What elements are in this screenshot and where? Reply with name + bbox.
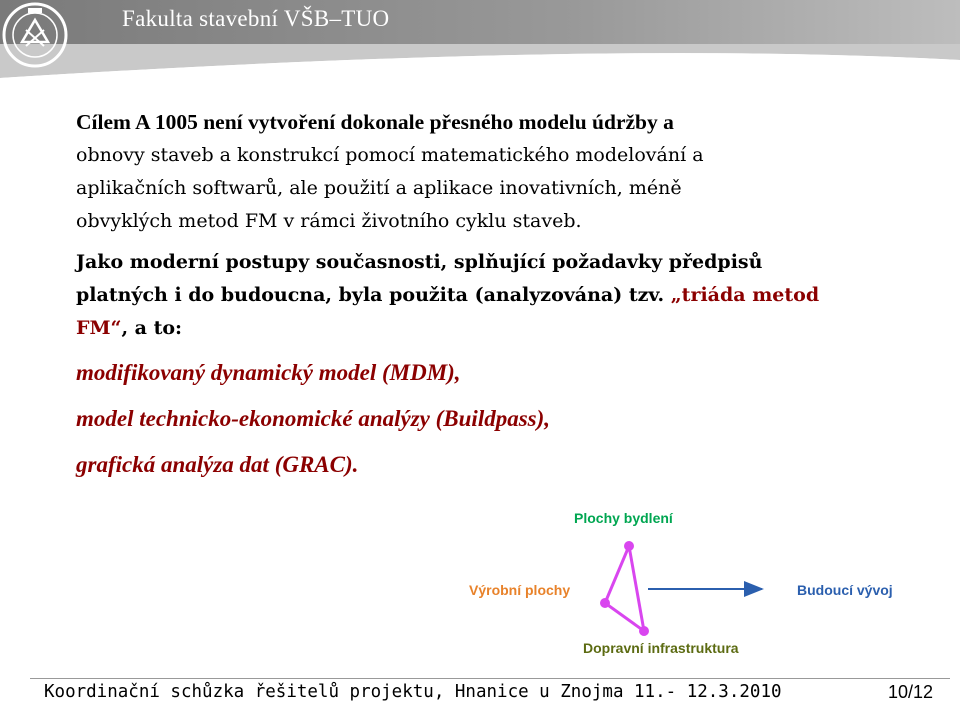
methods-line-3-text: , a to: xyxy=(121,317,183,339)
label-budouci-vyvoj: Budoucí vývoj xyxy=(797,582,893,598)
node-bottom xyxy=(639,626,649,636)
footer-divider xyxy=(30,678,950,679)
label-plochy-bydleni: Plochy bydlení xyxy=(574,510,673,526)
triad-diagram xyxy=(440,500,940,670)
triad-triangle xyxy=(605,546,644,631)
methods-line-2 xyxy=(76,279,926,312)
faculty-title: Fakulta stavební VŠB–TUO xyxy=(122,6,390,31)
label-vyrobni-plochy: Výrobní plochy xyxy=(469,582,571,598)
methods-line-1: Jako moderní postupy současnosti, splňující požadavky předpisů xyxy=(76,251,763,273)
label-dopravni-infrastruktura: Dopravní infrastruktura xyxy=(583,640,739,656)
triad-highlight-1: „triáda metod xyxy=(670,284,820,306)
methods-line-3 xyxy=(76,312,926,345)
faculty-logo xyxy=(0,0,70,70)
footer-caption: Koordinační schůzka řešitelů projektu, Hnanice u Znojma 11.- 12.3.2010 xyxy=(44,682,782,702)
goal-line-3: aplikačních softwarů, ale použití a aplikace inovativních, méně xyxy=(76,177,682,199)
node-left xyxy=(600,598,610,608)
header-banner xyxy=(0,0,960,78)
triad-highlight-2: FM“ xyxy=(76,317,122,339)
method-item-buildpass: model technicko-ekonomické analýzy (Buildpass), xyxy=(76,406,551,431)
goal-line-1: Cílem A 1005 není vytvoření dokonale přesného modelu údržby a xyxy=(76,110,674,134)
paragraph-goal xyxy=(76,106,926,238)
method-item-mdm: modifikovaný dynamický model (MDM), xyxy=(76,360,461,385)
goal-line-2: obnovy staveb a konstrukcí pomocí matematického modelování a xyxy=(76,144,704,166)
method-item-grac: grafická analýza dat (GRAC). xyxy=(76,452,359,477)
page-number: 10/12 xyxy=(888,682,934,702)
goal-line-4: obvyklých metod FM v rámci životního cyklu staveb. xyxy=(76,210,582,232)
paragraph-methods xyxy=(76,246,926,345)
node-top xyxy=(624,541,634,551)
methods-line-2-text: platných i do budoucna, byla použita (analyzována) tzv. xyxy=(76,284,671,306)
